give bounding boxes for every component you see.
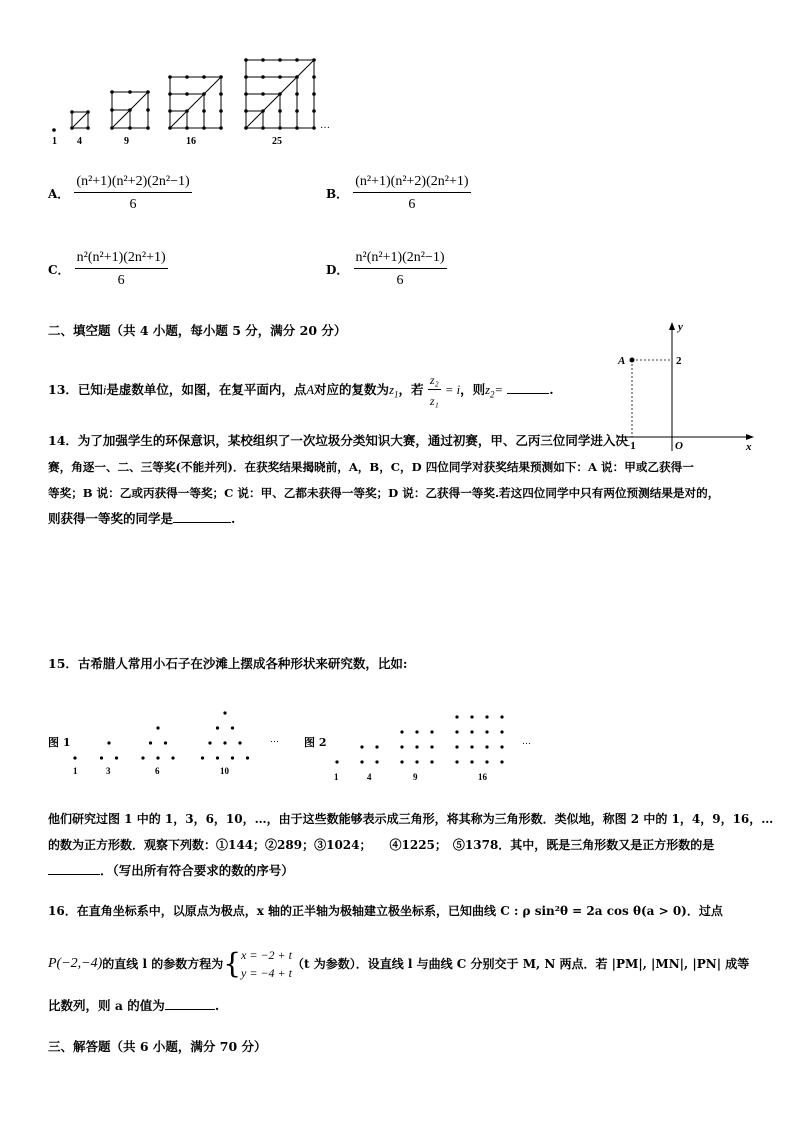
pebble-dot [470, 730, 473, 733]
origin-label: O [675, 440, 683, 452]
option-d-numerator: n²(n²+1)(2n²−1) [354, 250, 447, 269]
grid-dot [219, 92, 223, 96]
pebble-dot [100, 756, 103, 759]
grid-dot [185, 92, 189, 96]
q16-line1: 16．在直角坐标系中，以原点为极点，x 轴的正半轴为极轴建立极坐标系，已知曲线 C : ρ sin²θ = 2a cos θ(a > 0)．过点 [48, 904, 723, 918]
option-d-denominator: 6 [396, 273, 404, 288]
q15-line3-tail: ．（写出所有符合要求的数的序号） [100, 863, 294, 878]
q13-text-e: ，则 [460, 382, 486, 397]
grid-dot [168, 92, 172, 96]
grid-dot [146, 126, 150, 130]
option-d[interactable] [326, 250, 447, 289]
pebble-dot [500, 715, 503, 718]
pebble-dots [73, 711, 503, 763]
grid-dot [312, 75, 316, 79]
grid-dot [168, 126, 172, 130]
pebble-dot [470, 745, 473, 748]
fig1-ellipsis: … [270, 734, 279, 744]
q13-text-b: 是虚数单位，如图，在复平面内，点 [106, 382, 307, 397]
grid-dot [70, 110, 74, 114]
option-a-numerator: (n²+1)(n²+2)(2n²−1) [74, 174, 191, 193]
pebble-dot [156, 726, 159, 729]
x-axis-label: x [746, 441, 752, 453]
option-b-label: B． [326, 187, 349, 201]
pebble-dot [231, 726, 234, 729]
q14-line2: 赛，角逐一、二、三等奖(不能并列)．在获奖结果揭晓前，A，B，C，D 四位同学对获奖结果预测如下：A 说：甲或乙获得一 [48, 460, 694, 474]
pebble-dot [223, 741, 226, 744]
q15-line2: 的数为正方形数．观察下列数：①144；②289；③1024； ④1225； ⑤1378．其中，既是三角形数又是正方形数的是 [48, 838, 715, 852]
q16-answer-blank[interactable] [165, 1009, 215, 1010]
grid-dot [168, 75, 172, 79]
grid-dot [312, 126, 316, 130]
pebble-dot [455, 745, 458, 748]
pebble-dot [375, 760, 378, 763]
q13-answer-blank[interactable] [507, 393, 549, 394]
q16-mid: 的直线 l 的参数方程为 [102, 957, 224, 971]
pebble-dot [430, 730, 433, 733]
square-label-4: 4 [77, 136, 82, 147]
pebble-dot [149, 741, 152, 744]
pebble-dot [455, 760, 458, 763]
grid-dot [185, 126, 189, 130]
grid-dot [244, 75, 248, 79]
pebble-figures [60, 700, 540, 784]
grid-dot [110, 90, 114, 94]
grid-dot [278, 58, 282, 62]
option-a[interactable] [48, 174, 192, 213]
grid-dot [219, 126, 223, 130]
option-c[interactable] [48, 250, 168, 289]
grid-dot [185, 75, 189, 79]
grid-dot [185, 109, 189, 113]
pebble-dot [171, 756, 174, 759]
pebble-dot [335, 760, 338, 763]
pebble-dot [400, 760, 403, 763]
pebble-dot [246, 756, 249, 759]
option-a-label: A． [48, 187, 70, 201]
grid-dot [146, 90, 150, 94]
grid-dot [244, 58, 248, 62]
option-d-label: D． [326, 263, 349, 277]
q13-z1-sub: 1 [393, 389, 399, 400]
pebble-dot [470, 715, 473, 718]
pebble-dot [415, 730, 418, 733]
q14-line4-text: 则获得一等奖的同学是 [48, 511, 174, 526]
dot-squares [52, 58, 316, 132]
grid-dot [261, 109, 265, 113]
pebble-dot [485, 745, 488, 748]
grid-dot [295, 92, 299, 96]
q14-line4 [48, 506, 768, 532]
q16-after: （t 为参数）．设直线 l 与曲线 C 分别交于 M, N 两点．若 |PM|, |MN|, |PN| 成等 [291, 957, 750, 971]
pebble-dot [500, 760, 503, 763]
tri-number-3: 3 [106, 766, 111, 776]
grid-dot [128, 108, 132, 112]
pebble-dot [156, 756, 159, 759]
q16-tail: . [214, 998, 220, 1013]
pebble-dot [455, 730, 458, 733]
grid-dot [295, 109, 299, 113]
grid-dot [261, 58, 265, 62]
square-ellipsis: … [320, 120, 330, 131]
square-label-9: 9 [124, 136, 129, 147]
grid-dot [219, 109, 223, 113]
sq-number-1: 1 [334, 772, 339, 782]
q13-fraction [428, 373, 441, 408]
pebble-dot [415, 760, 418, 763]
pebble-dot [216, 726, 219, 729]
q13-eq: = i [445, 383, 461, 397]
square-diagonal [72, 112, 88, 128]
grid-dot [128, 90, 132, 94]
square-label-1: 1 [52, 136, 57, 147]
q16-system [241, 946, 292, 982]
square-label-16: 16 [186, 136, 196, 147]
q14-answer-blank[interactable] [173, 522, 231, 523]
q13-point-a: A [306, 383, 315, 397]
grid-dot [278, 92, 282, 96]
option-a-fraction [74, 174, 191, 213]
q16-line3 [48, 993, 219, 1019]
grid-dot [278, 126, 282, 130]
grid-dot [278, 109, 282, 113]
fig2-ellipsis: … [522, 736, 531, 746]
y-axis-label: y [678, 321, 683, 333]
grid-dot [295, 58, 299, 62]
grid-dot [202, 126, 206, 130]
pebble-dot [223, 711, 226, 714]
grid-dot [312, 92, 316, 96]
option-c-fraction [75, 250, 168, 289]
grid-dot [86, 126, 90, 130]
grid-dot [261, 92, 265, 96]
grid-dot [202, 92, 206, 96]
pebble-dot [400, 730, 403, 733]
option-c-denominator: 6 [117, 273, 125, 288]
pebble-dot [500, 745, 503, 748]
pebble-dot [430, 760, 433, 763]
q13-tail: . [549, 382, 554, 397]
q13-text-d: ，若 [398, 382, 424, 397]
grid-dot [202, 75, 206, 79]
grid-dot [70, 126, 74, 130]
sq-number-4: 4 [367, 772, 372, 782]
square-diagonal [170, 77, 221, 128]
pebble-dot [430, 745, 433, 748]
q14-line1: 14．为了加强学生的环保意识，某校组织了一次垃圾分类知识大赛，通过初赛，甲、乙丙三位同学进入决 [48, 433, 628, 448]
q16-eq2: y = −4 + t [241, 966, 292, 980]
grid-dot [86, 110, 90, 114]
square-label-25: 25 [272, 136, 282, 147]
grid-dot [244, 126, 248, 130]
pebble-dot [231, 756, 234, 759]
section3-title: 三、解答题（共 6 小题，满分 70 分） [48, 1039, 267, 1054]
grid-dot [110, 108, 114, 112]
grid-dot [295, 126, 299, 130]
grid-dot [110, 126, 114, 130]
sq-number-9: 9 [413, 772, 418, 782]
sq-number-16: 16 [478, 772, 487, 782]
q15-body [48, 806, 778, 884]
grid-dot [146, 108, 150, 112]
pebble-dot [400, 745, 403, 748]
q14-tail: . [231, 511, 236, 526]
q16-line3-text: 比数列，则 a 的值为 [48, 998, 165, 1013]
option-b[interactable] [326, 174, 471, 213]
q13-frac-den: z₁ [429, 394, 439, 408]
grid-dot [261, 75, 265, 79]
option-d-fraction [354, 250, 447, 289]
q15-intro: 15．古希腊人常用小石子在沙滩上摆成各种形状来研究数，比如: [48, 656, 408, 671]
q16-point-p: P(−2,−4) [48, 956, 103, 971]
grid-dot [168, 109, 172, 113]
pebble-dot [208, 741, 211, 744]
x-value-label: −1 [624, 440, 636, 452]
pebble-dot [238, 741, 241, 744]
option-b-fraction [353, 174, 470, 213]
tri-number-1: 1 [73, 766, 78, 776]
pebble-dot [415, 745, 418, 748]
q13-text-f: = [494, 383, 503, 397]
pebble-dot [485, 730, 488, 733]
option-c-numerator: n²(n²+1)(2n²+1) [75, 250, 168, 269]
q14-line3: 等奖；B 说：乙或丙获得一等奖；C 说：甲、乙都未获得一等奖；D 说：乙获得一等奖.若这四位同学中只有两位预测结果是对的， [48, 486, 720, 500]
tri-number-6: 6 [155, 766, 160, 776]
q16-eq1: x = −2 + t [241, 948, 292, 962]
q13-z2: z [485, 383, 490, 397]
tri-number-10: 10 [220, 766, 229, 776]
q15-answer-blank[interactable] [48, 874, 100, 875]
grid-dot [278, 75, 282, 79]
q15-line3 [48, 858, 778, 884]
pebble-dot [107, 741, 110, 744]
fig2-label: 图 2 [304, 736, 327, 749]
pebble-dot [164, 741, 167, 744]
question-14 [48, 428, 768, 532]
grid-dot [261, 126, 265, 130]
y-value-label: 2 [676, 355, 682, 367]
grid-dot [219, 75, 223, 79]
fig1-label: 图 1 [48, 736, 71, 749]
q13-text-c: 对应的复数为 [314, 382, 390, 397]
section2-title: 二、填空题（共 4 小题，每小题 5 分，满分 20 分） [48, 323, 347, 338]
grid-dot [244, 92, 248, 96]
q15-line1: 他们研究过图 1 中的 1，3，6，10，…，由于这些数能够表示成三角形，将其称为三角形数．类似地，称图 2 中的 1，4，9，16，… [48, 812, 774, 826]
pebble-dot [73, 756, 76, 759]
pebble-dot [141, 756, 144, 759]
option-a-denominator: 6 [129, 197, 137, 212]
pebble-dot [485, 715, 488, 718]
pebble-dot [216, 756, 219, 759]
pebble-dot [360, 760, 363, 763]
grid-dot [244, 109, 248, 113]
grid-dot [312, 58, 316, 62]
square-number-figure [40, 50, 350, 150]
q13-text-a: 13．已知 [48, 382, 103, 397]
pebble-dot [115, 756, 118, 759]
pebble-dot [360, 745, 363, 748]
pebble-dot [375, 745, 378, 748]
q13-i: i [102, 383, 107, 397]
q13-frac-num: z₂ [428, 373, 441, 390]
grid-dot [295, 75, 299, 79]
grid-dot [312, 109, 316, 113]
pebble-dot [201, 756, 204, 759]
q16-line2 [48, 946, 749, 982]
grid-dot [128, 126, 132, 130]
pebble-dot [500, 730, 503, 733]
grid-dot [202, 109, 206, 113]
point-a-label: A [618, 355, 626, 367]
option-c-label: C． [48, 263, 70, 277]
pebble-dot [470, 760, 473, 763]
q16-brace: { [223, 947, 242, 980]
pebble-dot [455, 715, 458, 718]
q13-z2-sub: 2 [489, 389, 495, 400]
grid-dot [52, 128, 56, 132]
question-13 [48, 373, 554, 408]
pebble-dot [485, 760, 488, 763]
option-b-numerator: (n²+1)(n²+2)(2n²+1) [353, 174, 470, 193]
option-b-denominator: 6 [408, 197, 416, 212]
q13-z1: z [389, 383, 394, 397]
